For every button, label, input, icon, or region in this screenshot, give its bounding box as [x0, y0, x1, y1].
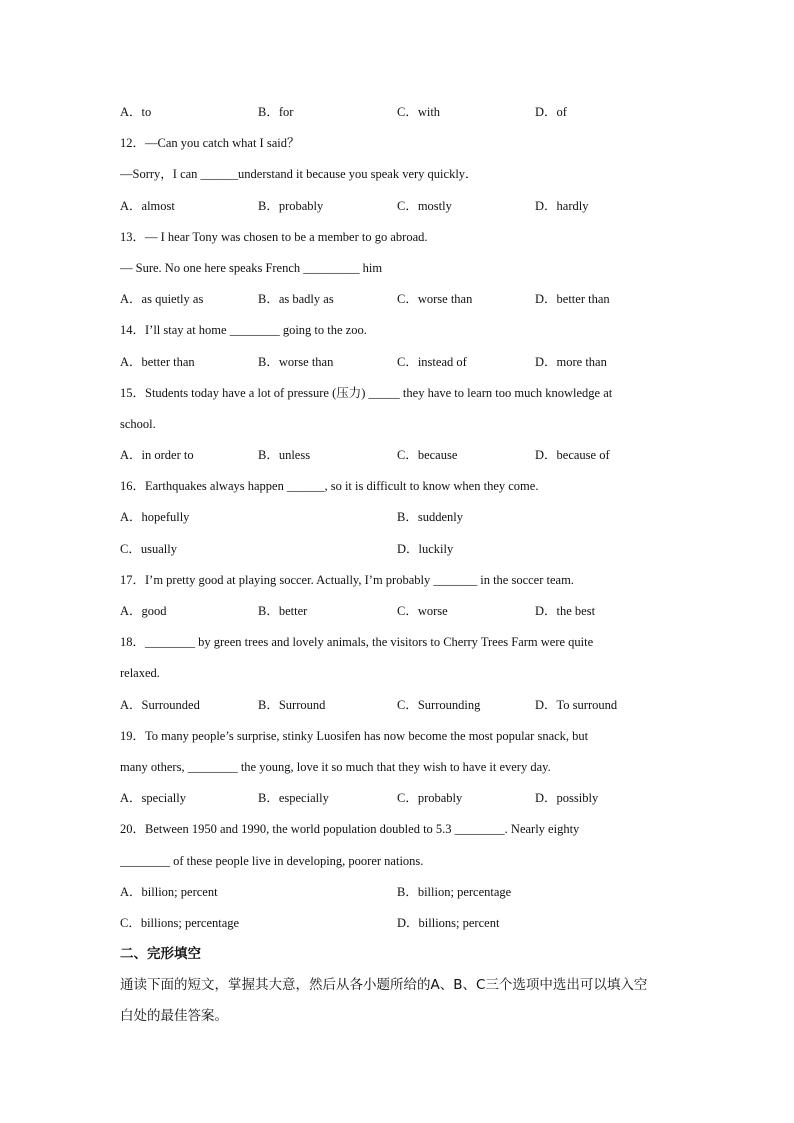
answer-options: [120, 440, 680, 471]
document-page: [120, 97, 680, 1033]
answer-option: B．probably: [258, 198, 324, 213]
answer-option: B．billion; percentage: [397, 884, 512, 899]
answer-option: A．in order to: [120, 448, 194, 463]
answer-options: [120, 347, 680, 378]
answer-option: A．billion; percent: [120, 884, 218, 899]
answer-option: C．probably: [397, 791, 463, 806]
answer-option: A．hopefully: [120, 510, 190, 525]
answer-option: B．for: [258, 105, 294, 119]
question-text: 20．Between 1950 and 1990, the world population doubled to 5.3 ________. Nearly eighty: [120, 822, 580, 837]
answer-option: B．Surround: [258, 697, 326, 712]
answer-option: D．possibly: [535, 791, 599, 806]
question-text: 15．Students today have a lot of pressure (压力) _____ they have to learn too much knowledge at: [120, 385, 613, 400]
answer-option: C．mostly: [397, 198, 452, 213]
answer-option: D．because of: [535, 448, 610, 463]
answer-option: C．worse: [397, 604, 448, 618]
answer-option: D．more than: [535, 354, 607, 369]
question-text: many others, ________ the young, love it so much that they wish to have it every day.: [120, 759, 551, 774]
question-text: — Sure. No one here speaks French _________ him: [120, 260, 383, 275]
answer-option: C．usually: [120, 541, 177, 556]
answer-options: [120, 191, 680, 222]
answer-option: D．billions; percent: [397, 915, 500, 930]
answer-option: C．worse than: [397, 292, 473, 307]
question-text: 14．I’ll stay at home ________ going to the zoo.: [120, 323, 367, 338]
question-text: 18．________ by green trees and lovely animals, the visitors to Cherry Trees Farm were quite: [120, 635, 594, 650]
answer-option: B．unless: [258, 448, 311, 463]
answer-option: A．to: [120, 105, 152, 119]
answer-option: C．Surrounding: [397, 697, 481, 712]
answer-option: B．as badly as: [258, 292, 334, 307]
answer-option: A．better than: [120, 354, 195, 369]
question-text: ________ of these people live in developing, poorer nations.: [120, 853, 424, 868]
question-text: —Sorry，I can ______understand it because you speak very quickly．: [120, 167, 478, 182]
answer-options: [120, 97, 680, 128]
answer-option: D．To surround: [535, 697, 618, 712]
answer-option: B．especially: [258, 791, 329, 806]
question-text: 12．—Can you catch what I said？: [120, 136, 300, 151]
answer-option: A．good: [120, 604, 167, 618]
answer-option: C．billions; percentage: [120, 915, 240, 930]
answer-option: D．the best: [535, 604, 596, 618]
answer-options: [120, 783, 680, 814]
answer-options: [120, 284, 680, 315]
answer-option: C．because: [397, 448, 458, 463]
answer-option: A．specially: [120, 791, 186, 806]
question-text: relaxed.: [120, 666, 160, 681]
question-text: school.: [120, 416, 156, 431]
instruction-text: 白处的最佳答案。: [120, 1008, 228, 1025]
section-heading: 二、完形填空: [120, 946, 201, 963]
answer-option: A．Surrounded: [120, 697, 200, 712]
answer-options: [120, 534, 680, 565]
answer-option: B．worse than: [258, 354, 334, 369]
question-text: 19．To many people’s surprise, stinky Luosifen has now become the most popular snack, but: [120, 728, 589, 743]
question-text: 13．— I hear Tony was chosen to be a member to go abroad.: [120, 229, 428, 244]
answer-option: B．better: [258, 604, 308, 618]
answer-options: [120, 502, 680, 533]
answer-option: D．hardly: [535, 198, 589, 213]
answer-option: C．instead of: [397, 354, 467, 369]
answer-options: [120, 690, 680, 721]
answer-options: [120, 908, 680, 939]
answer-option: A．as quietly as: [120, 292, 204, 307]
answer-options: [120, 877, 680, 908]
instruction-text: 通读下面的短文，掌握其大意，然后从各小题所给的A、B、C三个选项中选出可以填入空: [120, 977, 648, 994]
answer-option: C．with: [397, 105, 441, 119]
answer-option: D．better than: [535, 292, 610, 307]
question-text: 17．I’m pretty good at playing soccer. Actually, I’m probably _______ in the soccer team.: [120, 572, 574, 587]
answer-option: B．suddenly: [397, 510, 463, 525]
question-text: 16．Earthquakes always happen ______, so it is difficult to know when they come.: [120, 479, 539, 494]
answer-option: D．of: [535, 105, 567, 119]
answer-options: [120, 596, 680, 627]
answer-option: A．almost: [120, 198, 175, 213]
answer-option: D．luckily: [397, 541, 454, 556]
